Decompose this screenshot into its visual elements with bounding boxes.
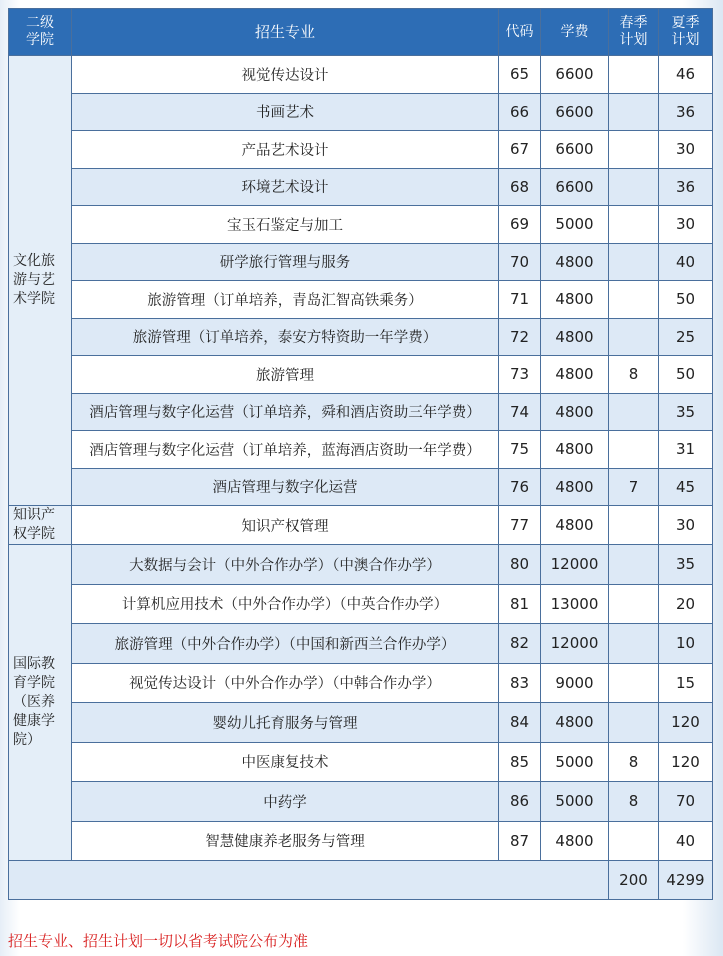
fee-cell: 6600 <box>541 168 609 206</box>
spring-plan-cell: 7 <box>609 468 659 506</box>
fee-cell: 12000 <box>541 624 609 664</box>
major-cell: 旅游管理（订单培养，青岛汇智高铁乘务） <box>72 281 499 319</box>
table-row <box>9 56 713 94</box>
table-row <box>9 545 713 585</box>
code-cell: 81 <box>499 584 541 624</box>
major-cell: 中医康复技术 <box>72 742 499 782</box>
code-cell: 71 <box>499 281 541 319</box>
table-row <box>9 206 713 244</box>
table-row <box>9 168 713 206</box>
fee-cell: 6600 <box>541 56 609 94</box>
spring-plan-cell <box>609 243 659 281</box>
summer-plan-cell: 15 <box>659 663 713 703</box>
code-cell: 66 <box>499 93 541 131</box>
fee-cell: 9000 <box>541 663 609 703</box>
fee-cell: 4800 <box>541 821 609 861</box>
code-cell: 80 <box>499 545 541 585</box>
spring-plan-cell <box>609 318 659 356</box>
enrollment-plan-table <box>8 8 713 900</box>
major-cell: 产品艺术设计 <box>72 131 499 169</box>
major-cell: 旅游管理（中外合作办学）（中国和新西兰合作办学） <box>72 624 499 664</box>
table-row <box>9 318 713 356</box>
spring-plan-cell <box>609 168 659 206</box>
header-college: 二级 学院 <box>9 9 72 56</box>
code-cell: 72 <box>499 318 541 356</box>
spring-plan-cell <box>609 624 659 664</box>
spring-plan-cell <box>609 821 659 861</box>
summer-plan-cell: 10 <box>659 624 713 664</box>
totals-row <box>9 861 713 900</box>
spring-plan-cell <box>609 281 659 319</box>
total-summer-cell: 4299 <box>659 861 713 900</box>
spring-plan-cell <box>609 206 659 244</box>
college-cell: 知识产权学院 <box>9 506 72 545</box>
fee-cell: 4800 <box>541 468 609 506</box>
table-row <box>9 703 713 743</box>
summer-plan-cell: 30 <box>659 206 713 244</box>
code-cell: 82 <box>499 624 541 664</box>
major-cell: 研学旅行管理与服务 <box>72 243 499 281</box>
table-row <box>9 281 713 319</box>
header-code: 代码 <box>499 9 541 56</box>
table-row <box>9 131 713 169</box>
spring-plan-cell: 8 <box>609 782 659 822</box>
code-cell: 67 <box>499 131 541 169</box>
fee-cell: 5000 <box>541 742 609 782</box>
major-cell: 婴幼儿托育服务与管理 <box>72 703 499 743</box>
major-cell: 旅游管理（订单培养，泰安方特资助一年学费） <box>72 318 499 356</box>
table-row <box>9 356 713 394</box>
code-cell: 87 <box>499 821 541 861</box>
code-cell: 69 <box>499 206 541 244</box>
footnote: 招生专业、招生计划一切以省考试院公布为准 <box>8 932 309 950</box>
major-cell: 视觉传达设计 <box>72 56 499 94</box>
code-cell: 77 <box>499 506 541 545</box>
table-row <box>9 431 713 469</box>
fee-cell: 13000 <box>541 584 609 624</box>
fee-cell: 4800 <box>541 318 609 356</box>
fee-cell: 5000 <box>541 206 609 244</box>
code-cell: 70 <box>499 243 541 281</box>
summer-plan-cell: 40 <box>659 821 713 861</box>
summer-plan-cell: 36 <box>659 168 713 206</box>
code-cell: 74 <box>499 393 541 431</box>
code-cell: 68 <box>499 168 541 206</box>
major-cell: 知识产权管理 <box>72 506 499 545</box>
summer-plan-cell: 35 <box>659 545 713 585</box>
table-row <box>9 393 713 431</box>
summer-plan-cell: 70 <box>659 782 713 822</box>
code-cell: 76 <box>499 468 541 506</box>
summer-plan-cell: 46 <box>659 56 713 94</box>
major-cell: 酒店管理与数字化运营（订单培养，蓝海酒店资助一年学费） <box>72 431 499 469</box>
major-cell: 大数据与会计（中外合作办学）（中澳合作办学） <box>72 545 499 585</box>
code-cell: 83 <box>499 663 541 703</box>
major-cell: 旅游管理 <box>72 356 499 394</box>
table-row <box>9 821 713 861</box>
fee-cell: 4800 <box>541 281 609 319</box>
summer-plan-cell: 36 <box>659 93 713 131</box>
fee-cell: 5000 <box>541 782 609 822</box>
summer-plan-cell: 20 <box>659 584 713 624</box>
code-cell: 86 <box>499 782 541 822</box>
code-cell: 84 <box>499 703 541 743</box>
fee-cell: 6600 <box>541 131 609 169</box>
table-row <box>9 468 713 506</box>
summer-plan-cell: 50 <box>659 281 713 319</box>
spring-plan-cell <box>609 506 659 545</box>
major-cell: 环境艺术设计 <box>72 168 499 206</box>
summer-plan-cell: 50 <box>659 356 713 394</box>
header-spring-plan: 春季 计划 <box>609 9 659 56</box>
major-cell: 中药学 <box>72 782 499 822</box>
code-cell: 75 <box>499 431 541 469</box>
fee-cell: 12000 <box>541 545 609 585</box>
summer-plan-cell: 30 <box>659 131 713 169</box>
summer-plan-cell: 40 <box>659 243 713 281</box>
table-row <box>9 624 713 664</box>
spring-plan-cell <box>609 703 659 743</box>
totals-blank-cell <box>9 861 609 900</box>
spring-plan-cell <box>609 56 659 94</box>
spring-plan-cell <box>609 663 659 703</box>
major-cell: 宝玉石鉴定与加工 <box>72 206 499 244</box>
total-spring-cell: 200 <box>609 861 659 900</box>
summer-plan-cell: 120 <box>659 742 713 782</box>
spring-plan-cell: 8 <box>609 742 659 782</box>
major-cell: 智慧健康养老服务与管理 <box>72 821 499 861</box>
summer-plan-cell: 45 <box>659 468 713 506</box>
fee-cell: 6600 <box>541 93 609 131</box>
table-header-row <box>9 9 713 56</box>
code-cell: 73 <box>499 356 541 394</box>
fee-cell: 4800 <box>541 506 609 545</box>
summer-plan-cell: 30 <box>659 506 713 545</box>
fee-cell: 4800 <box>541 356 609 394</box>
header-fee: 学费 <box>541 9 609 56</box>
spring-plan-cell <box>609 584 659 624</box>
spring-plan-cell <box>609 93 659 131</box>
spring-plan-cell: 8 <box>609 356 659 394</box>
college-cell: 国际教育学院（医养健康学院） <box>9 545 72 861</box>
college-cell: 文化旅游与艺术学院 <box>9 56 72 506</box>
fee-cell: 4800 <box>541 243 609 281</box>
table-row <box>9 782 713 822</box>
table-row <box>9 506 713 545</box>
table-row <box>9 663 713 703</box>
code-cell: 65 <box>499 56 541 94</box>
table-row <box>9 742 713 782</box>
fee-cell: 4800 <box>541 393 609 431</box>
fee-cell: 4800 <box>541 431 609 469</box>
header-summer-plan: 夏季 计划 <box>659 9 713 56</box>
major-cell: 计算机应用技术（中外合作办学）（中英合作办学） <box>72 584 499 624</box>
spring-plan-cell <box>609 131 659 169</box>
major-cell: 酒店管理与数字化运营 <box>72 468 499 506</box>
summer-plan-cell: 31 <box>659 431 713 469</box>
major-cell: 视觉传达设计（中外合作办学）（中韩合作办学） <box>72 663 499 703</box>
table-row <box>9 93 713 131</box>
summer-plan-cell: 120 <box>659 703 713 743</box>
major-cell: 书画艺术 <box>72 93 499 131</box>
header-major: 招生专业 <box>72 9 499 56</box>
major-cell: 酒店管理与数字化运营（订单培养，舜和酒店资助三年学费） <box>72 393 499 431</box>
table-body <box>9 56 713 900</box>
table-row <box>9 584 713 624</box>
summer-plan-cell: 35 <box>659 393 713 431</box>
table-row <box>9 243 713 281</box>
fee-cell: 4800 <box>541 703 609 743</box>
spring-plan-cell <box>609 545 659 585</box>
spring-plan-cell <box>609 431 659 469</box>
code-cell: 85 <box>499 742 541 782</box>
summer-plan-cell: 25 <box>659 318 713 356</box>
spring-plan-cell <box>609 393 659 431</box>
